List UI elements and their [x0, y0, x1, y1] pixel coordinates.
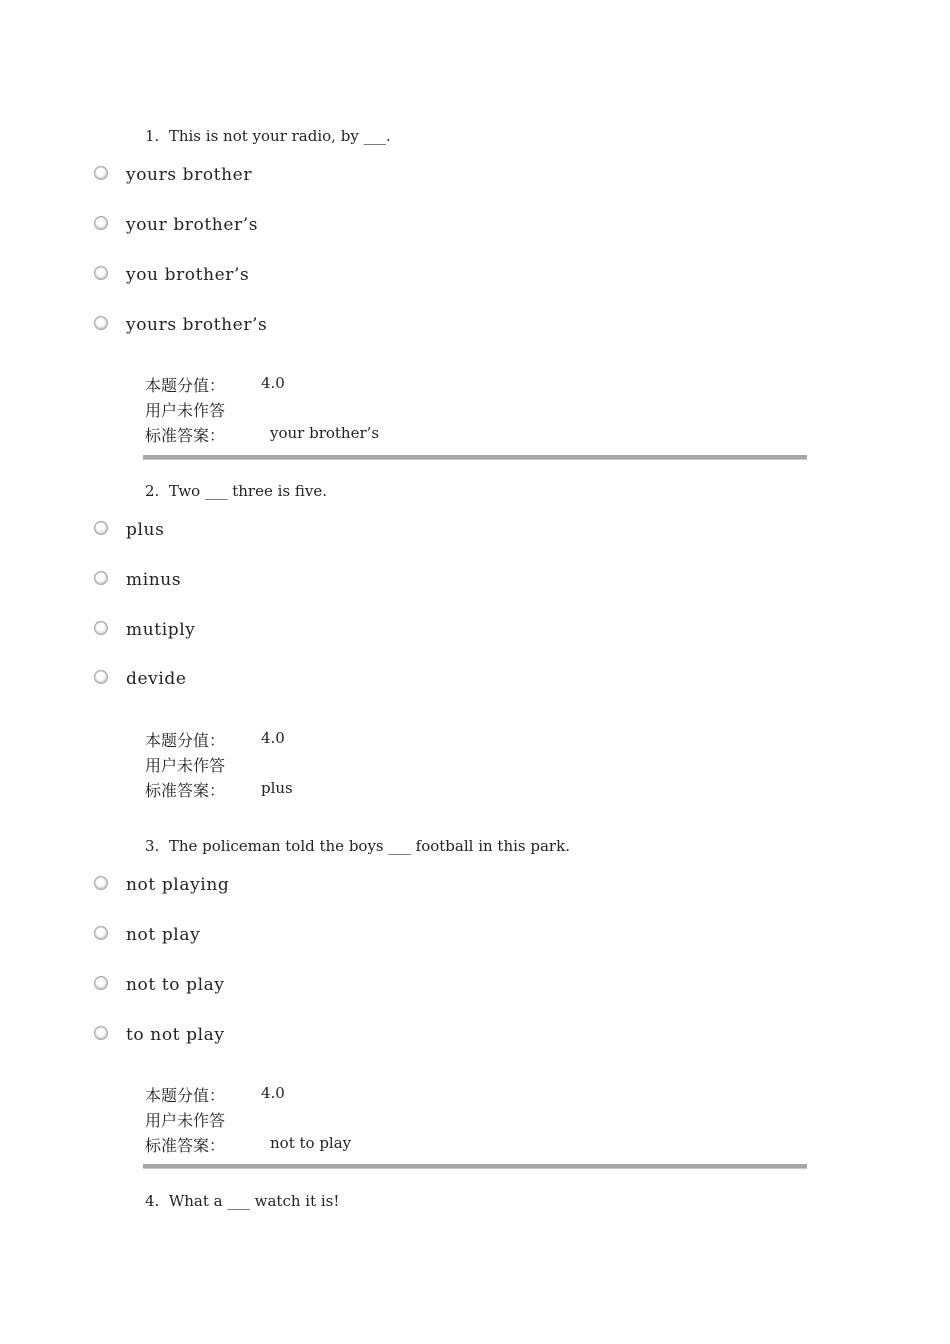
radio-button-icon[interactable]	[94, 621, 108, 635]
radio-button-icon[interactable]	[94, 166, 108, 180]
score-label: 本题分值：	[145, 731, 226, 750]
answer-status: 用户未作答	[145, 756, 226, 775]
radio-button-icon[interactable]	[94, 316, 108, 330]
question-2-option-b[interactable]	[0, 570, 500, 602]
answer-value: not to play	[270, 1134, 352, 1152]
question-2-answer-row	[145, 778, 293, 835]
option-label: mutiply	[126, 620, 196, 640]
answer-value: plus	[261, 779, 293, 797]
answer-status: 用户未作答	[145, 401, 226, 420]
section-divider	[143, 455, 807, 460]
question-3-option-a[interactable]	[0, 875, 500, 907]
question-2-option-d[interactable]	[0, 669, 500, 701]
radio-button-icon[interactable]	[94, 976, 108, 990]
score-value: 4.0	[261, 1084, 285, 1102]
question-3-option-b[interactable]	[0, 925, 500, 957]
score-value: 4.0	[261, 374, 285, 392]
answer-label: 标准答案：	[145, 781, 226, 800]
radio-button-icon[interactable]	[94, 521, 108, 535]
option-label: not to play	[126, 975, 225, 995]
question-2-stem: 2. Two ___ three is five.	[145, 482, 327, 500]
question-3-option-c[interactable]	[0, 975, 500, 1007]
question-2-option-a[interactable]	[0, 520, 500, 552]
question-4-stem: 4. What a ___ watch it is!	[145, 1192, 340, 1210]
score-label: 本题分值：	[145, 376, 226, 395]
question-1-answer-row	[145, 423, 380, 480]
question-1-option-c[interactable]	[0, 265, 500, 297]
question-1-option-b[interactable]	[0, 215, 500, 247]
radio-button-icon[interactable]	[94, 926, 108, 940]
question-1-option-d[interactable]	[0, 315, 500, 347]
question-2-option-c[interactable]	[0, 620, 500, 652]
question-3-stem: 3. The policeman told the boys ___ football in this park.	[145, 837, 570, 855]
radio-button-icon[interactable]	[94, 876, 108, 890]
radio-button-icon[interactable]	[94, 670, 108, 684]
option-label: to not play	[126, 1025, 225, 1045]
section-divider	[143, 1164, 807, 1169]
radio-button-icon[interactable]	[94, 266, 108, 280]
option-label: yours brother	[126, 165, 253, 185]
option-label: yours brother’s	[126, 315, 268, 335]
question-3-option-d[interactable]	[0, 1025, 500, 1057]
option-label: not playing	[126, 875, 230, 895]
answer-label: 标准答案：	[145, 426, 226, 445]
radio-button-icon[interactable]	[94, 216, 108, 230]
answer-label: 标准答案：	[145, 1136, 226, 1155]
option-label: minus	[126, 570, 182, 590]
answer-status: 用户未作答	[145, 1111, 226, 1130]
question-1-stem: 1. This is not your radio, by ___.	[145, 127, 391, 145]
question-3-answer-row	[145, 1133, 352, 1190]
score-value: 4.0	[261, 729, 285, 747]
option-label: devide	[126, 669, 187, 689]
answer-value: your brother’s	[270, 424, 380, 442]
score-label: 本题分值：	[145, 1086, 226, 1105]
radio-button-icon[interactable]	[94, 1026, 108, 1040]
option-label: not play	[126, 925, 201, 945]
radio-button-icon[interactable]	[94, 571, 108, 585]
option-label: your brother’s	[126, 215, 259, 235]
question-1-option-a[interactable]	[0, 165, 500, 197]
option-label: you brother’s	[126, 265, 250, 285]
option-label: plus	[126, 520, 165, 540]
